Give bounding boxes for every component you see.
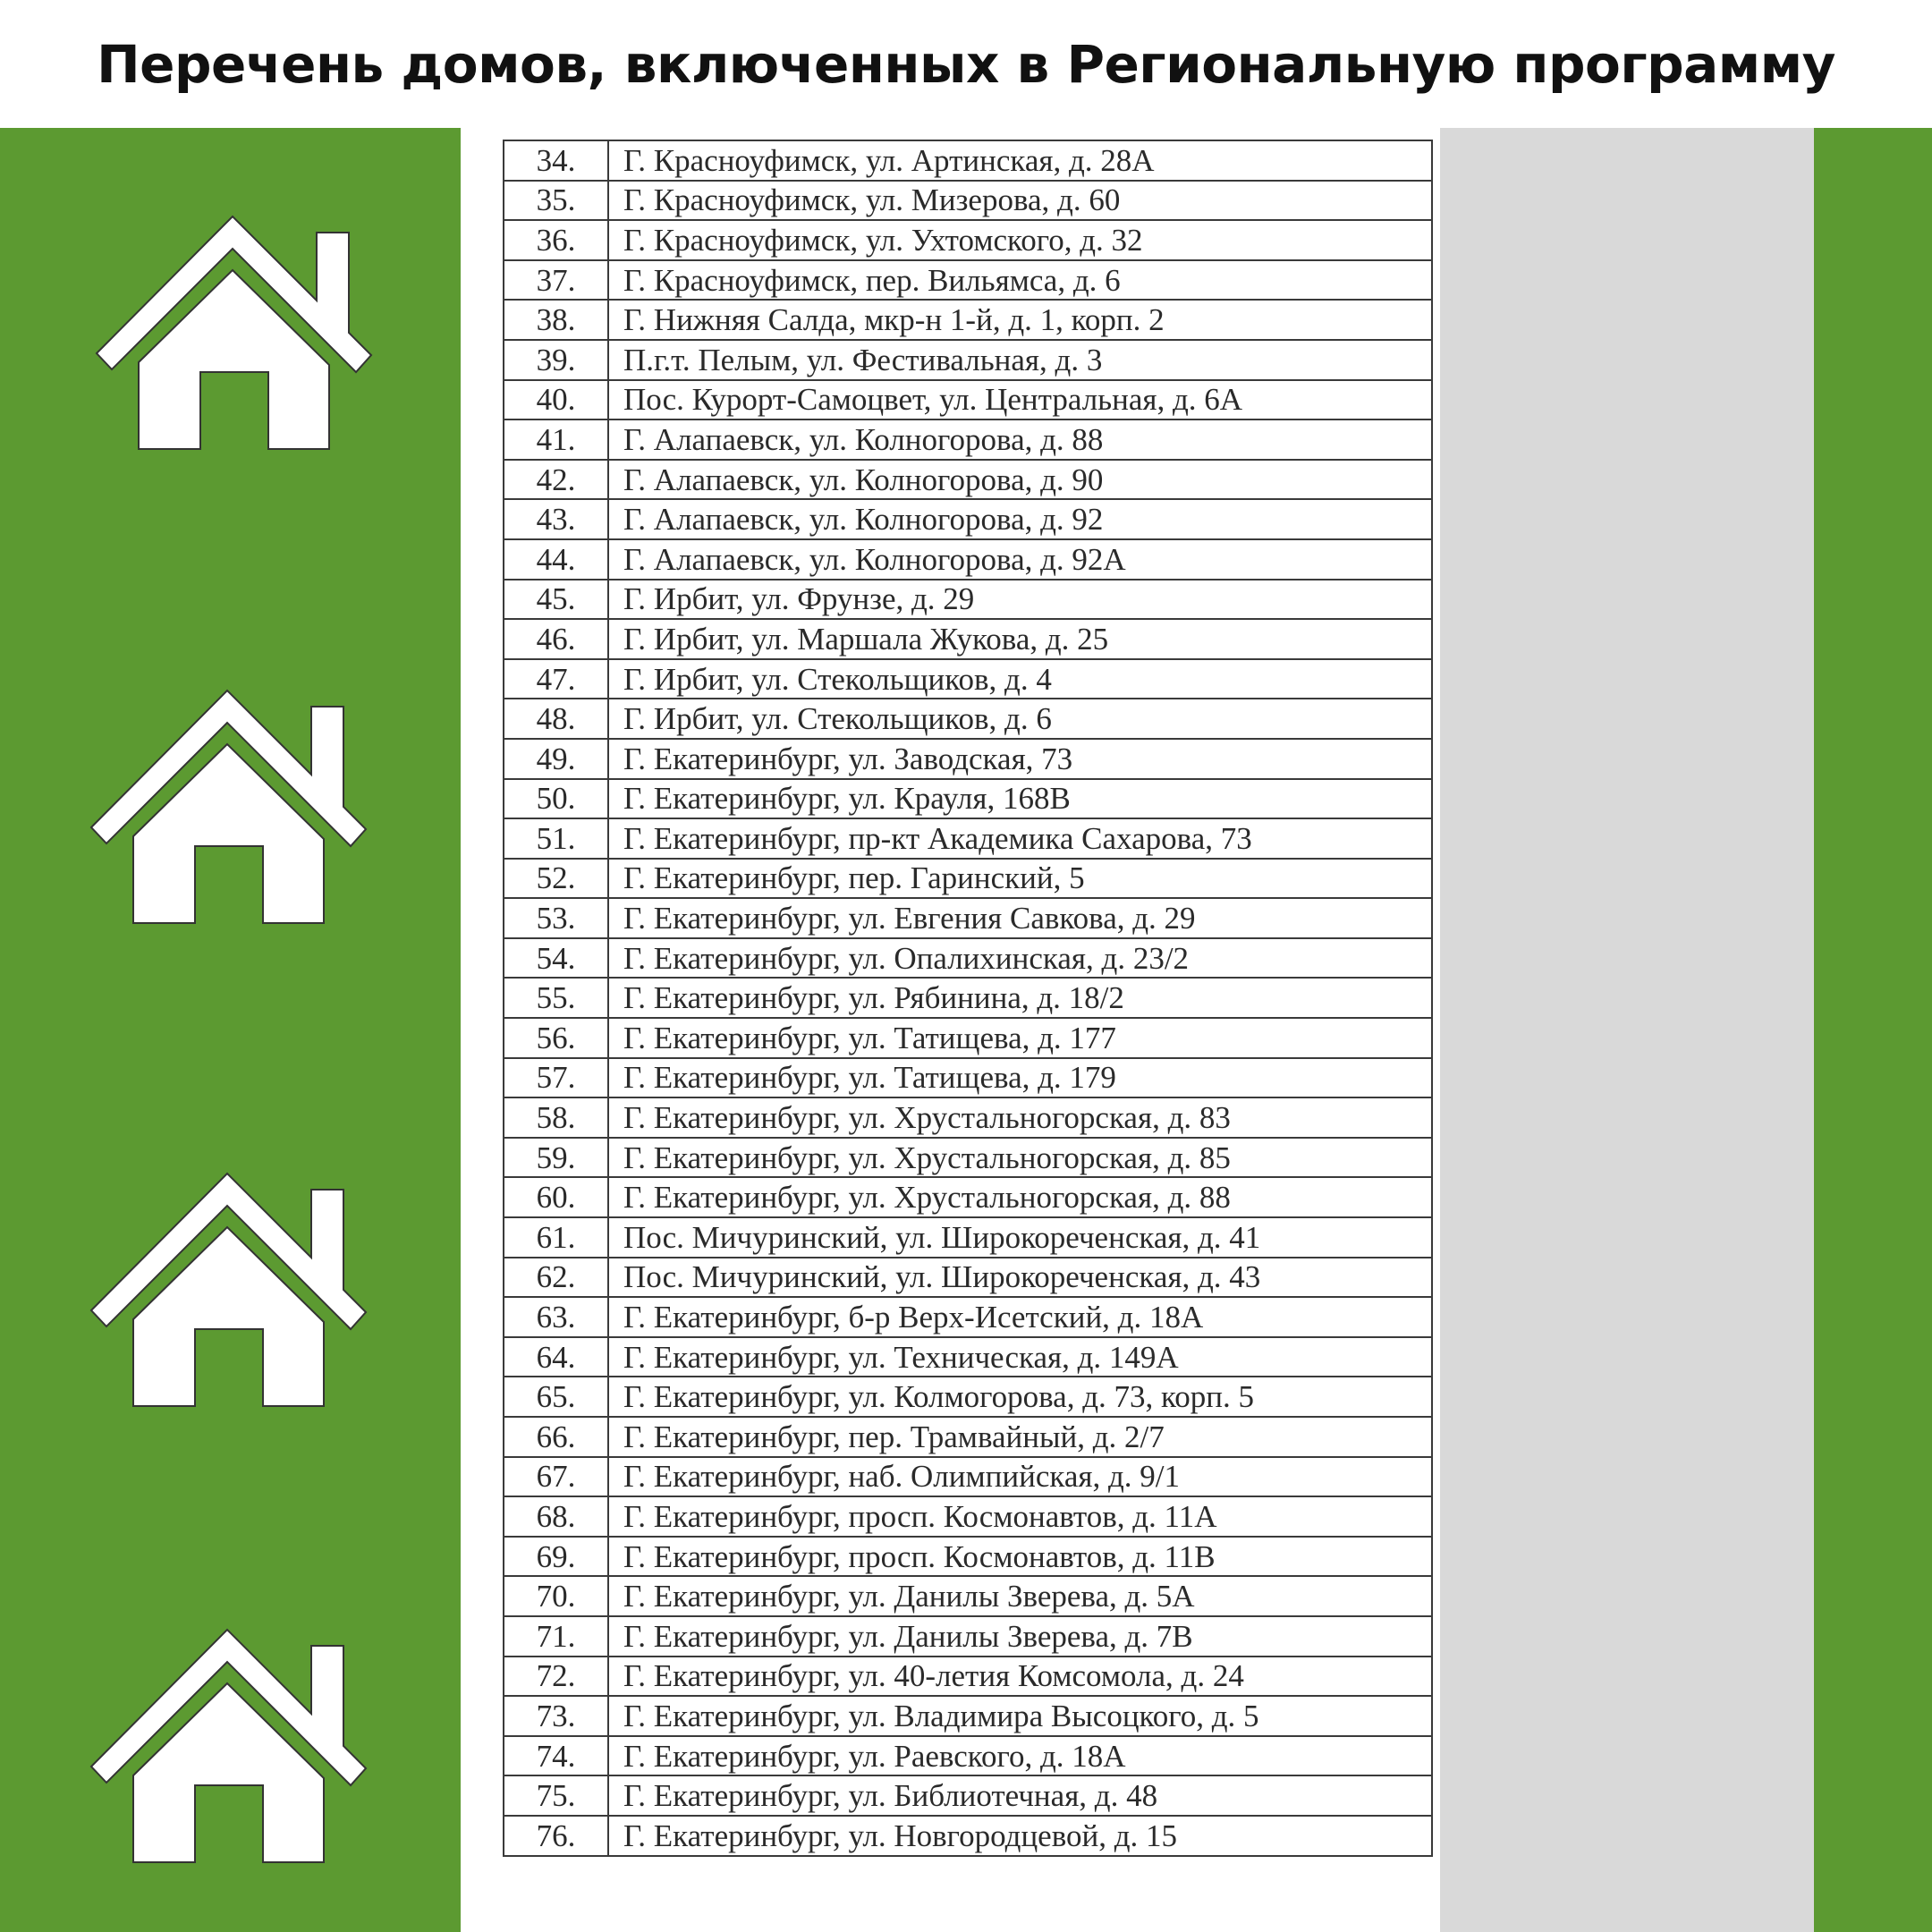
row-number: 63. <box>504 1297 608 1337</box>
table-row <box>504 1457 1432 1497</box>
row-address: Пос. Мичуринский, ул. Широкореченская, д. 43 <box>608 1258 1432 1298</box>
table-row <box>504 1177 1432 1217</box>
row-address: Г. Екатеринбург, ул. Татищева, д. 179 <box>608 1058 1432 1098</box>
table-row <box>504 818 1432 859</box>
row-number: 45. <box>504 580 608 620</box>
row-number: 46. <box>504 619 608 659</box>
row-number: 67. <box>504 1457 608 1497</box>
table-row <box>504 580 1432 620</box>
row-address: Г. Екатеринбург, ул. Данилы Зверева, д. 7В <box>608 1616 1432 1657</box>
page-title: Перечень домов, включенных в Региональную программу <box>97 33 1835 95</box>
row-address: Г. Екатеринбург, ул. Библиотечная, д. 48 <box>608 1775 1432 1816</box>
table-row <box>504 859 1432 899</box>
table-row <box>504 1018 1432 1058</box>
row-address: Г. Красноуфимск, ул. Артинская, д. 28А <box>608 140 1432 181</box>
table-row <box>504 460 1432 500</box>
row-number: 49. <box>504 739 608 779</box>
row-address: Г. Красноуфимск, ул. Ухтомского, д. 32 <box>608 220 1432 260</box>
row-address: П.г.т. Пелым, ул. Фестивальная, д. 3 <box>608 340 1432 380</box>
table-row <box>504 1816 1432 1856</box>
row-number: 70. <box>504 1576 608 1616</box>
row-address: Г. Екатеринбург, пр-кт Академика Сахарова, 73 <box>608 818 1432 859</box>
table-row <box>504 779 1432 819</box>
row-address: Г. Алапаевск, ул. Колногорова, д. 88 <box>608 419 1432 460</box>
row-address: Г. Екатеринбург, б-р Верх-Исетский, д. 18А <box>608 1297 1432 1337</box>
row-number: 43. <box>504 499 608 539</box>
row-number: 36. <box>504 220 608 260</box>
row-number: 51. <box>504 818 608 859</box>
row-address: Г. Екатеринбург, ул. Опалихинская, д. 23/2 <box>608 938 1432 979</box>
row-address: Г. Екатеринбург, просп. Космонавтов, д. 11В <box>608 1537 1432 1577</box>
table-row <box>504 1297 1432 1337</box>
row-number: 65. <box>504 1377 608 1417</box>
table-row <box>504 220 1432 260</box>
row-number: 40. <box>504 380 608 420</box>
row-address: Г. Екатеринбург, ул. Евгения Савкова, д. 29 <box>608 898 1432 938</box>
table-row <box>504 699 1432 739</box>
table-row <box>504 1576 1432 1616</box>
table-row <box>504 260 1432 301</box>
house-icon <box>84 1154 370 1413</box>
row-address: Г. Екатеринбург, ул. Заводская, 73 <box>608 739 1432 779</box>
row-number: 72. <box>504 1657 608 1697</box>
row-number: 54. <box>504 938 608 979</box>
row-address: Г. Красноуфимск, ул. Мизерова, д. 60 <box>608 181 1432 221</box>
house-icon <box>84 1610 370 1869</box>
row-number: 37. <box>504 260 608 301</box>
table-row <box>504 300 1432 340</box>
row-address: Г. Красноуфимск, пер. Вильямса, д. 6 <box>608 260 1432 301</box>
table-row <box>504 340 1432 380</box>
row-number: 34. <box>504 140 608 181</box>
table-row <box>504 1696 1432 1736</box>
row-address: Г. Екатеринбург, пер. Гаринский, 5 <box>608 859 1432 899</box>
row-number: 66. <box>504 1417 608 1457</box>
table-row <box>504 181 1432 221</box>
table-row <box>504 1058 1432 1098</box>
table-row <box>504 1138 1432 1178</box>
row-number: 42. <box>504 460 608 500</box>
row-address: Г. Екатеринбург, ул. Рябинина, д. 18/2 <box>608 978 1432 1018</box>
row-number: 76. <box>504 1816 608 1856</box>
row-address: Г. Нижняя Салда, мкр-н 1-й, д. 1, корп. 2 <box>608 300 1432 340</box>
table-row <box>504 419 1432 460</box>
row-address: Г. Ирбит, ул. Стекольщиков, д. 6 <box>608 699 1432 739</box>
row-address: Г. Екатеринбург, наб. Олимпийская, д. 9/1 <box>608 1457 1432 1497</box>
row-address: Пос. Курорт-Самоцвет, ул. Центральная, д. 6А <box>608 380 1432 420</box>
row-address: Г. Екатеринбург, пер. Трамвайный, д. 2/7 <box>608 1417 1432 1457</box>
row-number: 55. <box>504 978 608 1018</box>
table-row <box>504 1616 1432 1657</box>
row-address: Г. Ирбит, ул. Фрунзе, д. 29 <box>608 580 1432 620</box>
row-address: Г. Алапаевск, ул. Колногорова, д. 92А <box>608 539 1432 580</box>
row-number: 35. <box>504 181 608 221</box>
right-green-panel <box>1814 128 1932 1932</box>
header <box>0 0 1932 128</box>
table-row <box>504 659 1432 699</box>
table-row <box>504 1337 1432 1377</box>
row-address: Г. Екатеринбург, ул. Татищева, д. 177 <box>608 1018 1432 1058</box>
row-number: 41. <box>504 419 608 460</box>
row-number: 61. <box>504 1217 608 1258</box>
row-address: Г. Екатеринбург, ул. Раевского, д. 18А <box>608 1736 1432 1776</box>
row-address: Г. Екатеринбург, ул. Новгородцевой, д. 15 <box>608 1816 1432 1856</box>
row-number: 71. <box>504 1616 608 1657</box>
row-number: 75. <box>504 1775 608 1816</box>
table-row <box>504 1377 1432 1417</box>
table-row <box>504 898 1432 938</box>
row-number: 57. <box>504 1058 608 1098</box>
row-address: Г. Ирбит, ул. Стекольщиков, д. 4 <box>608 659 1432 699</box>
row-number: 48. <box>504 699 608 739</box>
row-number: 58. <box>504 1097 608 1138</box>
table-row <box>504 499 1432 539</box>
row-number: 47. <box>504 659 608 699</box>
row-address: Г. Алапаевск, ул. Колногорова, д. 90 <box>608 460 1432 500</box>
row-number: 64. <box>504 1337 608 1377</box>
row-address: Г. Екатеринбург, ул. Хрустальногорская, д. 83 <box>608 1097 1432 1138</box>
row-number: 38. <box>504 300 608 340</box>
row-number: 68. <box>504 1496 608 1537</box>
row-address: Г. Екатеринбург, ул. 40-летия Комсомола, д. 24 <box>608 1657 1432 1697</box>
row-number: 56. <box>504 1018 608 1058</box>
houses-table <box>503 140 1433 1857</box>
row-number: 44. <box>504 539 608 580</box>
table-row <box>504 1496 1432 1537</box>
table-row <box>504 1258 1432 1298</box>
house-icon <box>89 197 376 456</box>
house-icon <box>84 671 370 930</box>
table-row <box>504 1097 1432 1138</box>
table-row <box>504 938 1432 979</box>
table-row <box>504 380 1432 420</box>
table-row <box>504 978 1432 1018</box>
table-row <box>504 1417 1432 1457</box>
table-body <box>504 140 1432 1856</box>
row-address: Г. Екатеринбург, просп. Космонавтов, д. 11А <box>608 1496 1432 1537</box>
row-number: 74. <box>504 1736 608 1776</box>
row-address: Г. Екатеринбург, ул. Хрустальногорская, д. 85 <box>608 1138 1432 1178</box>
row-address: Г. Екатеринбург, ул. Колмогорова, д. 73, корп. 5 <box>608 1377 1432 1417</box>
row-number: 69. <box>504 1537 608 1577</box>
row-address: Г. Екатеринбург, ул. Хрустальногорская, д. 88 <box>608 1177 1432 1217</box>
row-number: 50. <box>504 779 608 819</box>
row-number: 73. <box>504 1696 608 1736</box>
table-row <box>504 619 1432 659</box>
table-row <box>504 739 1432 779</box>
row-number: 53. <box>504 898 608 938</box>
row-number: 62. <box>504 1258 608 1298</box>
row-address: Г. Екатеринбург, ул. Данилы Зверева, д. 5А <box>608 1576 1432 1616</box>
row-address: Г. Алапаевск, ул. Колногорова, д. 92 <box>608 499 1432 539</box>
row-number: 60. <box>504 1177 608 1217</box>
row-address: Г. Екатеринбург, ул. Крауля, 168В <box>608 779 1432 819</box>
table-row <box>504 1537 1432 1577</box>
row-number: 52. <box>504 859 608 899</box>
row-number: 39. <box>504 340 608 380</box>
row-address: Г. Екатеринбург, ул. Техническая, д. 149А <box>608 1337 1432 1377</box>
row-address: Г. Екатеринбург, ул. Владимира Высоцкого, д. 5 <box>608 1696 1432 1736</box>
table-row <box>504 1736 1432 1776</box>
row-address: Г. Ирбит, ул. Маршала Жукова, д. 25 <box>608 619 1432 659</box>
table-row <box>504 1217 1432 1258</box>
table-row <box>504 539 1432 580</box>
table-row <box>504 1775 1432 1816</box>
row-number: 59. <box>504 1138 608 1178</box>
table-row <box>504 140 1432 181</box>
table-row <box>504 1657 1432 1697</box>
row-address: Пос. Мичуринский, ул. Широкореченская, д. 41 <box>608 1217 1432 1258</box>
